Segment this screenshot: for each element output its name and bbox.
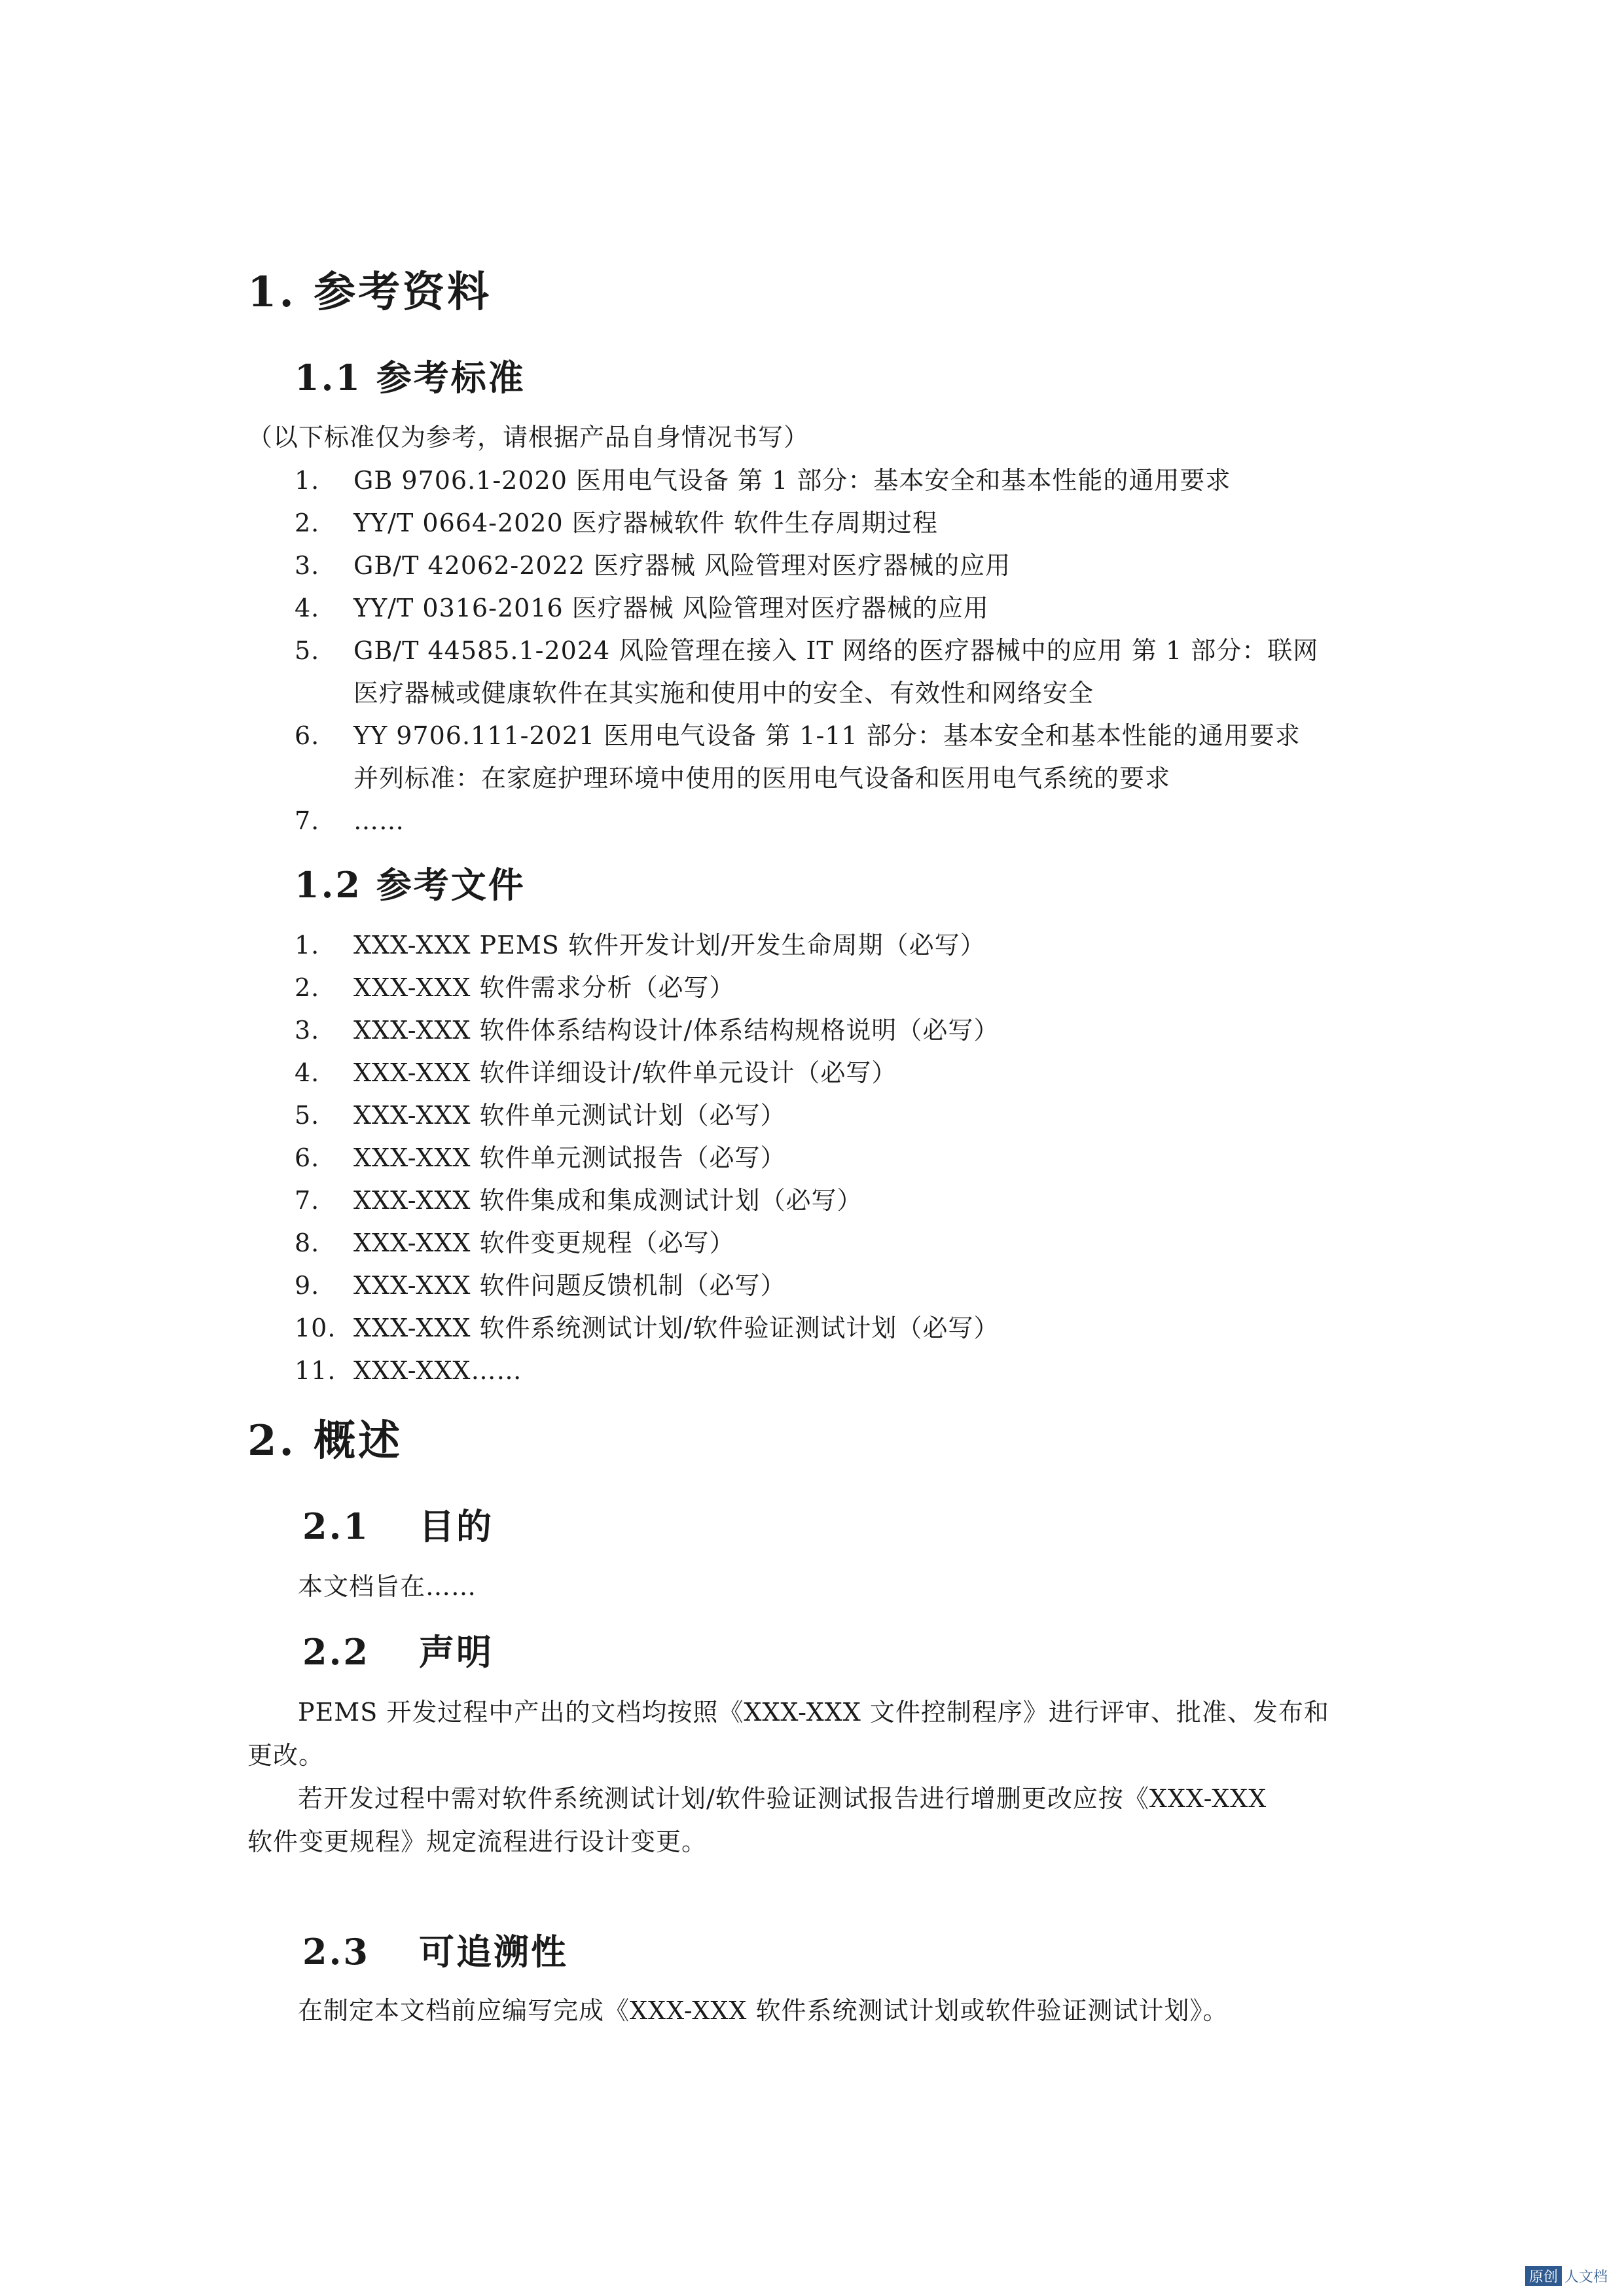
statement-para-2-line-1: 若开发过程中需对软件系统测试计划/软件验证测试报告进行增删更改应按《XXX-XXX [298, 1784, 1267, 1813]
list-item: 7. …… [295, 806, 405, 835]
traceability-text: 在制定本文档前应编写完成《XXX-XXX 软件系统测试计划或软件验证测试计划》。 [298, 1996, 1229, 2025]
list-item: 5. XXX-XXX 软件单元测试计划（必写） [295, 1101, 786, 1130]
documents-list [295, 924, 999, 1392]
section-2-2-heading: 2.2 声明 [302, 1631, 494, 1673]
list-item: 6. XXX-XXX 软件单元测试报告（必写） [295, 1143, 786, 1172]
section-1-1-heading: 1.1 参考标准 [295, 357, 526, 399]
standards-list [295, 459, 1318, 842]
list-item: 10. XXX-XXX 软件系统测试计划/软件验证测试计划（必写） [295, 1314, 1000, 1342]
list-item: 6. YY 9706.111-2021 医用电气设备 第 1-11 部分：基本安全和基本性能的通用要求 并列标准：在家庭护理环境中使用的医用电气设备和医用电气系统的要求 [295, 721, 1301, 793]
list-item: 1. GB 9706.1-2020 医用电气设备 第 1 部分：基本安全和基本性能的通用要求 [295, 466, 1231, 495]
list-item: 7. XXX-XXX 软件集成和集成测试计划（必写） [295, 1186, 863, 1215]
statement-para-1-line-1: PEMS 开发过程中产出的文档均按照《XXX-XXX 文件控制程序》进行评审、批准、发布和 [298, 1698, 1329, 1727]
list-item: 11. XXX-XXX…… [295, 1356, 522, 1385]
section-2-heading: 2. 概述 [247, 1416, 403, 1465]
list-item: 1. XXX-XXX PEMS 软件开发计划/开发生命周期（必写） [295, 931, 986, 960]
list-item: 3. GB/T 42062-2022 医疗器械 风险管理对医疗器械的应用 [295, 551, 1011, 580]
list-item: 9. XXX-XXX 软件问题反馈机制（必写） [295, 1271, 786, 1300]
list-item: 4. XXX-XXX 软件详细设计/软件单元设计（必写） [295, 1058, 897, 1087]
list-item: 8. XXX-XXX 软件变更规程（必写） [295, 1229, 735, 1257]
section-2-3-heading: 2.3 可追溯性 [302, 1931, 568, 1973]
list-item: 2. XXX-XXX 软件需求分析（必写） [295, 973, 735, 1002]
statement-para-2-line-2: 软件变更规程》规定流程进行设计变更。 [247, 1827, 708, 1856]
section-1-heading: 1. 参考资料 [247, 268, 492, 317]
section-1-2-heading: 1.2 参考文件 [295, 864, 526, 906]
watermark: 原创 人文档 [1525, 2266, 1608, 2286]
section-2-1-heading: 2.1 目的 [302, 1505, 494, 1547]
purpose-text: 本文档旨在…… [298, 1572, 477, 1601]
list-item: 5. GB/T 44585.1-2024 风险管理在接入 IT 网络的医疗器械中的应用 第 1 部分：联网 医疗器械或健康软件在其实施和使用中的安全、有效性和网络安全 [295, 636, 1319, 708]
list-item: 4. YY/T 0316-2016 医疗器械 风险管理对医疗器械的应用 [295, 594, 989, 622]
list-item: 2. YY/T 0664-2020 医疗器械软件 软件生存周期过程 [295, 509, 938, 537]
standards-note: （以下标准仅为参考，请根据产品自身情况书写） [247, 423, 810, 452]
list-item: 3. XXX-XXX 软件体系结构设计/体系结构规格说明（必写） [295, 1016, 1000, 1045]
statement-para-1-line-2: 更改。 [247, 1741, 325, 1770]
